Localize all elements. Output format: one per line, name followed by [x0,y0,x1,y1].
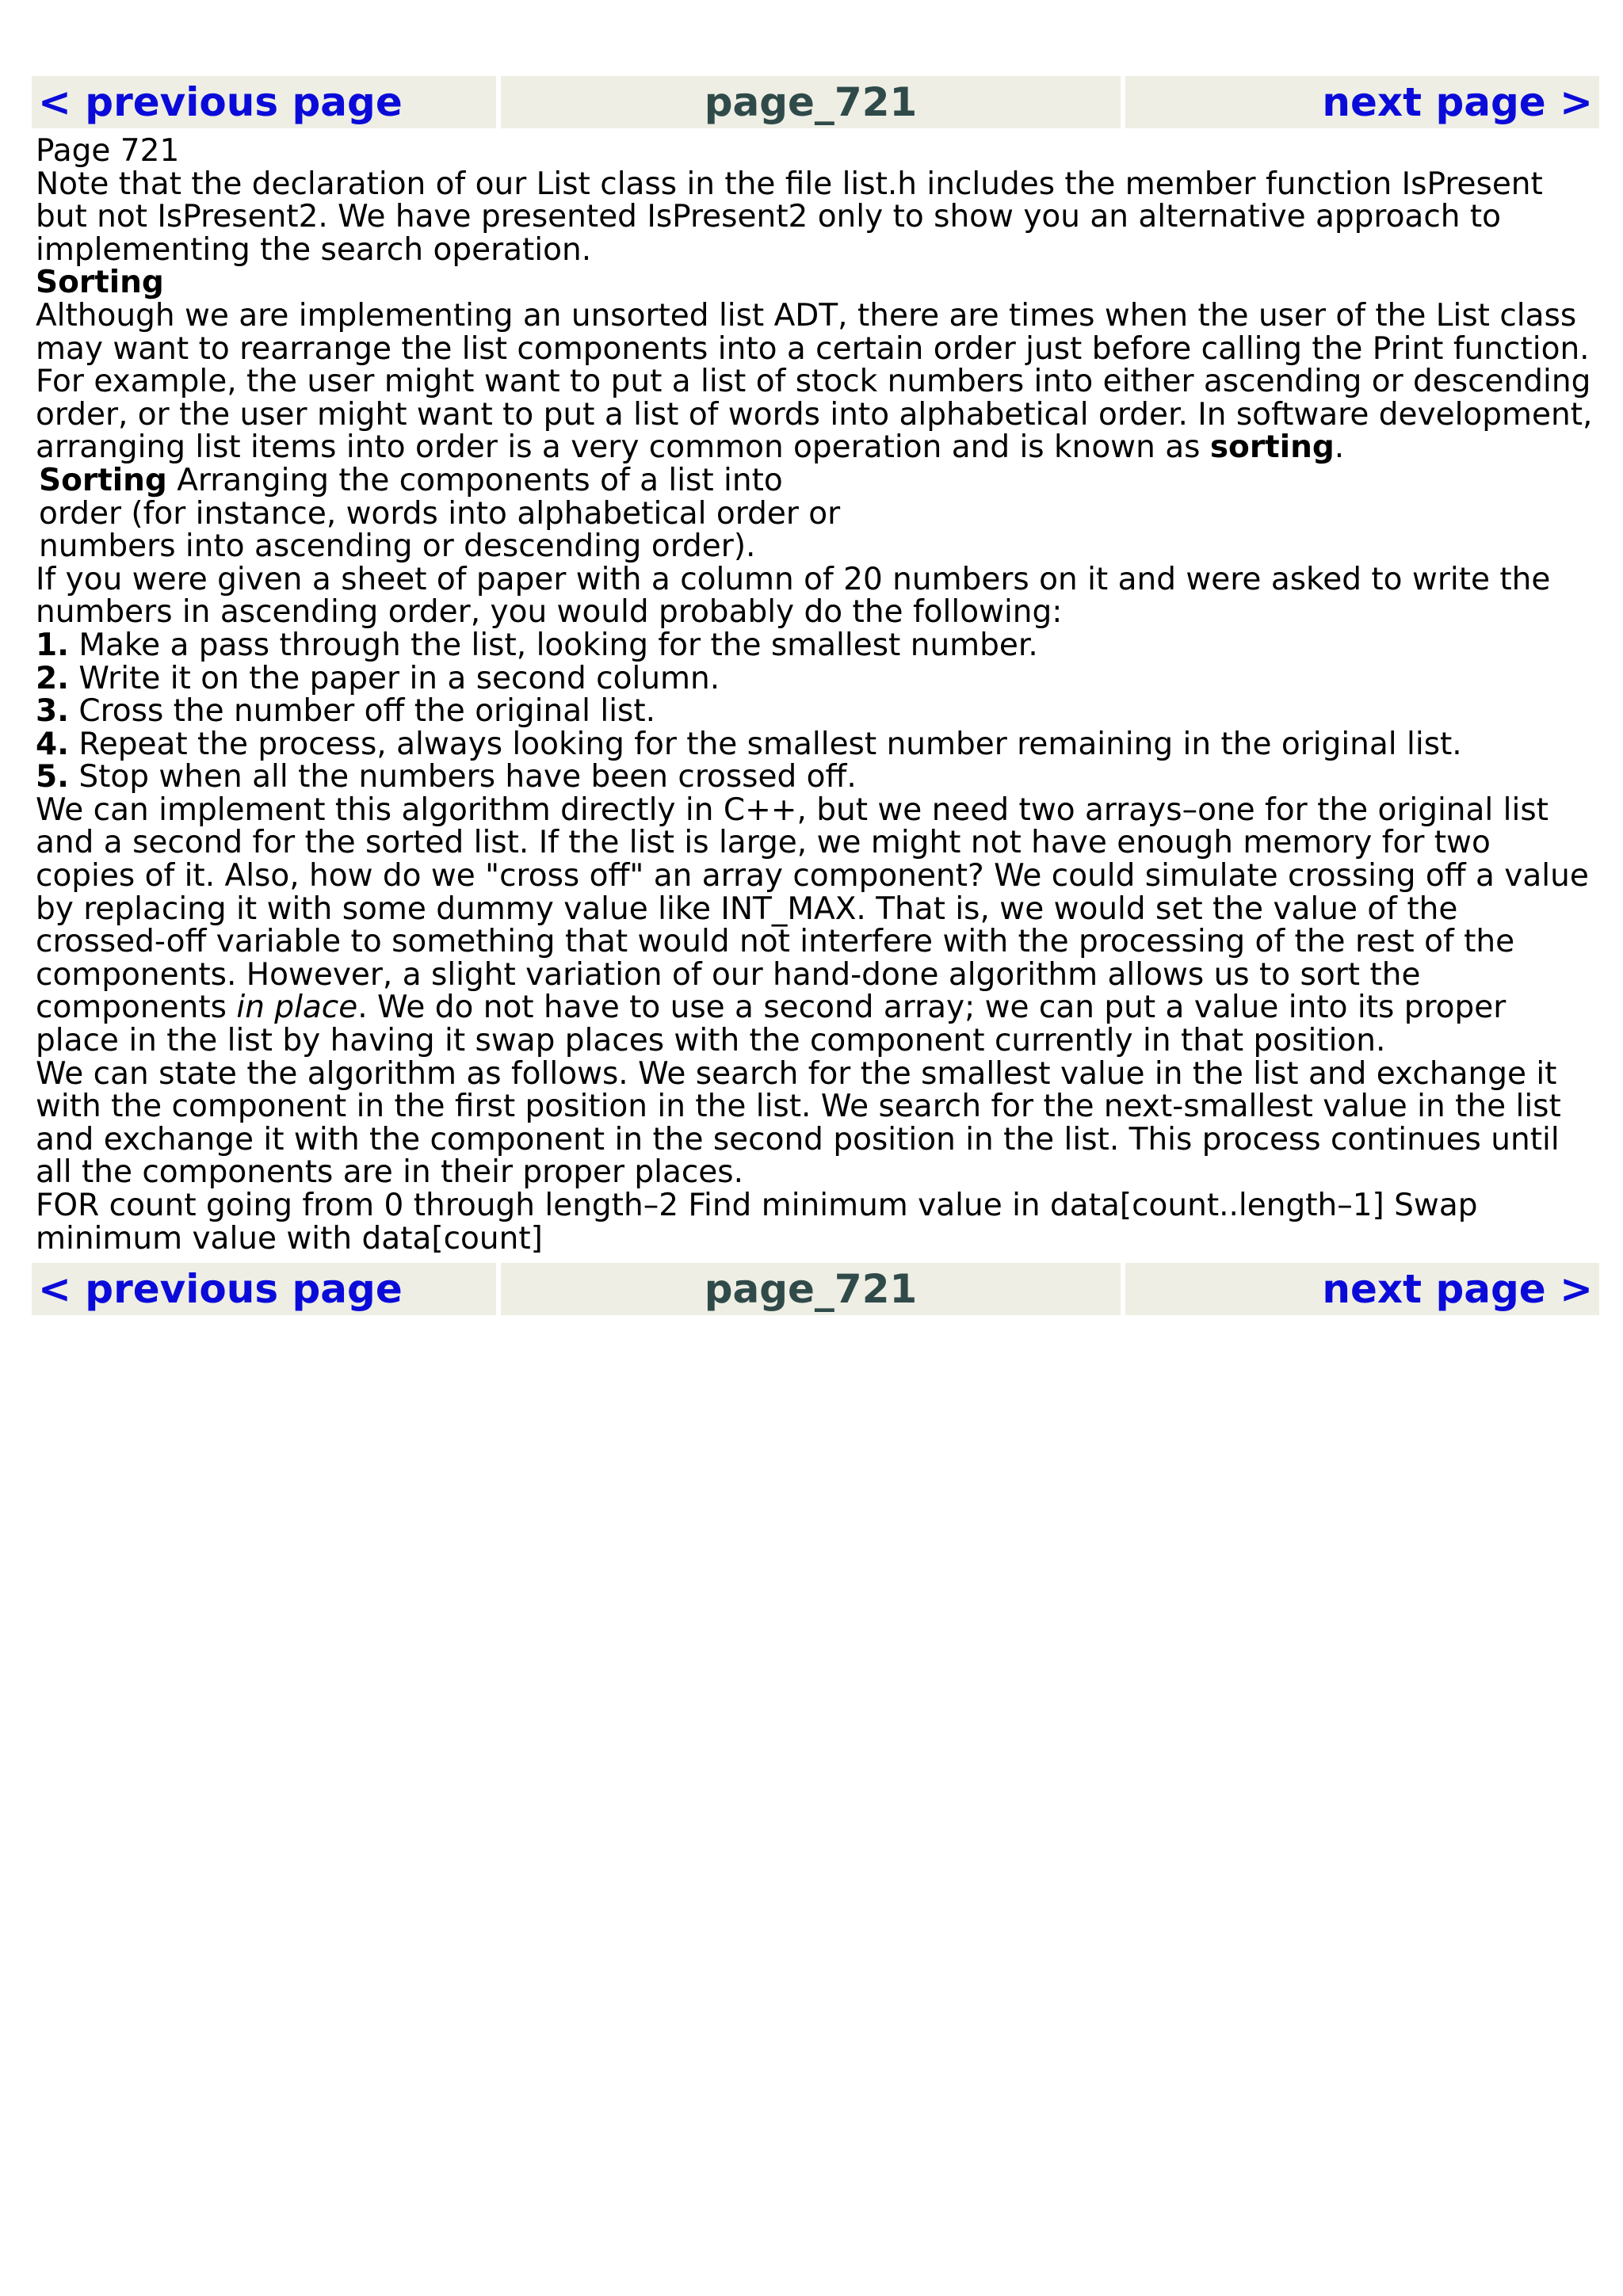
list-item [36,761,1596,794]
step-number: 2. [36,660,69,696]
step-text: Write it on the paper in a second column. [68,660,720,696]
definition-text-1: Arranging the components of a list into [166,462,783,498]
list-item [36,629,1596,662]
section-heading-sorting: Sorting [36,265,164,301]
in-place-text: We can implement this algorithm directly in C++, but we need two arrays–one for the original list and a second for the sorted list. If the list is large, we might not have enough memory for two copies of it. Also, how do we "cross off" an array component? We could simulate crossing off a value by replacing it with some dummy value like INT_MAX. That is, we would set the value of the crossed-off variable to something that would not interfere with the processing of the rest of the components. However, a slight variation of our hand-done algorithm allows us to sort the components [36,791,1589,1026]
sorting-intro-text: Although we are implementing an unsorted list ADT, there are times when the user of the List class may want to rearrange the list components into a certain order just before calling the Print function. For example, the user might want to put a list of stock numbers into either ascending or descending order, or the user might want to put a list of words into alphabetical order. In software development, arranging list items into order is a very common operation and is known as [36,297,1593,466]
step-number: 5. [36,759,69,795]
sorting-term: sorting [1209,429,1335,466]
list-item [36,662,1596,696]
sorting-intro-end: . [1334,429,1345,466]
step-number: 1. [36,627,69,663]
definition-line-1 [39,464,1596,498]
top-previous-page-link[interactable]: < previous page [38,79,403,125]
bottom-page-number-cell [501,1263,1121,1315]
paragraph-in-place [36,791,1596,1059]
top-page-number: page_721 [704,79,918,125]
paragraph-pseudocode: FOR count going from 0 through length–2 Find minimum value in data[count..length–1] Swap minimum value with data[count] [36,1188,1478,1257]
step-text: Make a pass through the list, looking for the smallest number. [68,627,1038,663]
step-text: Repeat the process, always looking for the smallest number remaining in the original list. [68,726,1462,762]
step-number: 3. [36,693,69,730]
paragraph-algorithm-statement: We can state the algorithm as follows. We search for the smallest value in the list and exchange it with the component in the first position in the list. We search for the next-smallest value in the list and exchange it with the component in the second position in the list. This process continues until all the components are in their proper places. [36,1055,1561,1191]
definition-line-3: numbers into ascending or descending order). [39,528,756,565]
bottom-previous-page-link[interactable]: < previous page [38,1266,403,1313]
top-next-page-link[interactable]: next page > [1322,79,1593,125]
list-item [36,695,1596,728]
top-prev-cell [32,76,496,128]
bottom-page-number: page_721 [704,1266,918,1313]
paragraph-sorting-intro [36,299,1596,464]
bottom-navigation-bar [32,1263,1599,1315]
list-item [36,728,1596,761]
page-body [36,135,1596,1255]
steps-list [36,629,1596,794]
step-number: 4. [36,726,69,762]
bottom-prev-cell [32,1263,496,1315]
sorting-definition-box [36,464,1596,563]
definition-term: Sorting [39,462,167,498]
bottom-next-page-link[interactable]: next page > [1322,1266,1593,1313]
top-navigation-bar [32,76,1599,128]
paragraph-paper-sort: If you were given a sheet of paper with a column of 20 numbers on it and were asked to write the numbers in ascending order, you would probably do the following: [36,561,1551,631]
definition-line-2: order (for instance, words into alphabetical order or [39,495,841,532]
page-container [32,76,1599,1315]
in-place-term: in place [236,990,358,1026]
top-next-cell [1125,76,1599,128]
in-place-end: . We do not have to use a second array; we can put a value into its proper place in the list by having it swap places with the component currently in that position. [36,990,1507,1059]
bottom-next-cell [1125,1263,1599,1315]
step-text: Cross the number off the original list. [68,693,656,730]
top-page-number-cell [501,76,1121,128]
step-text: Stop when all the numbers have been crossed off. [68,759,857,795]
paragraph-ispresent-note: Note that the declaration of our List class in the file list.h includes the member function IsPresent but not IsPresent2. We have presented IsPresent2 only to show you an alternative approach to implementing the search operation. [36,166,1543,268]
page-heading: Page 721 [36,133,180,169]
